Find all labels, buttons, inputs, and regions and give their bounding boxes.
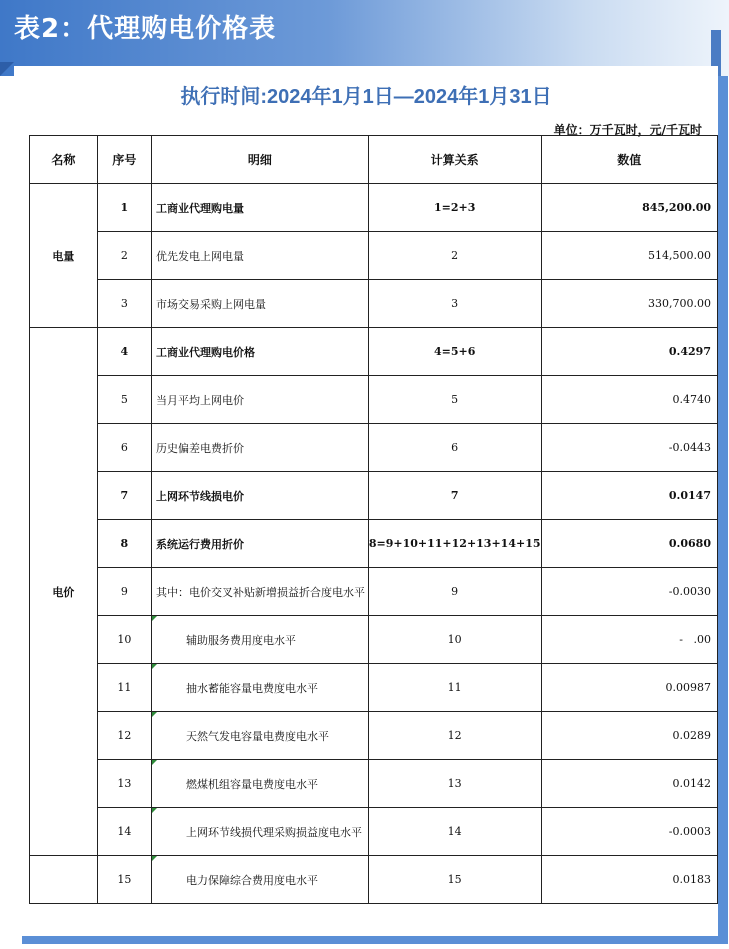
row-calc: 1=2+3 [368, 184, 541, 232]
row-calc: 10 [368, 616, 541, 664]
table-row [30, 472, 718, 520]
group-cell-empty [30, 856, 98, 904]
row-seq: 1 [97, 184, 151, 232]
row-calc: 5 [368, 376, 541, 424]
col-header-value: 数值 [541, 136, 717, 184]
page-title: 表2：代理购电价格表 [14, 14, 277, 44]
row-calc: 13 [368, 760, 541, 808]
group-cell-electricity: 电量 [30, 184, 98, 328]
table-row [30, 328, 718, 376]
row-detail: 抽水蓄能容量电费度电水平 [152, 664, 369, 712]
table-row [30, 712, 718, 760]
row-seq: 5 [97, 376, 151, 424]
row-value: 330,700.00 [541, 280, 717, 328]
row-detail: 工商业代理购电量 [152, 184, 369, 232]
row-calc: 9 [368, 568, 541, 616]
row-detail: 市场交易采购上网电量 [152, 280, 369, 328]
row-seq: 7 [97, 472, 151, 520]
col-header-name: 名称 [30, 136, 98, 184]
row-value: 0.0289 [541, 712, 717, 760]
row-value: -0.0443 [541, 424, 717, 472]
price-table-card [14, 66, 718, 936]
table-row [30, 424, 718, 472]
table-row [30, 808, 718, 856]
row-detail: 天然气发电容量电费度电水平 [152, 712, 369, 760]
row-calc: 15 [368, 856, 541, 904]
group-cell-price: 电价 [30, 328, 98, 856]
table-row [30, 760, 718, 808]
row-seq: 14 [97, 808, 151, 856]
row-value: 0.4740 [541, 376, 717, 424]
execution-period: 执行时间:2024年1月1日—2024年1月31日 [180, 86, 552, 108]
row-value: 0.0680 [541, 520, 717, 568]
row-calc: 3 [368, 280, 541, 328]
row-detail: 当月平均上网电价 [152, 376, 369, 424]
row-calc: 4=5+6 [368, 328, 541, 376]
table-row [30, 616, 718, 664]
row-value: 0.4297 [541, 328, 717, 376]
row-calc: 14 [368, 808, 541, 856]
col-header-detail: 明细 [152, 136, 369, 184]
row-value: 0.0142 [541, 760, 717, 808]
table-row [30, 664, 718, 712]
row-seq: 12 [97, 712, 151, 760]
row-detail: 上网环节线损代理采购损益度电水平 [152, 808, 369, 856]
row-value: 845,200.00 [541, 184, 717, 232]
row-value: 0.0147 [541, 472, 717, 520]
row-detail: 辅助服务费用度电水平 [152, 616, 369, 664]
col-header-seq: 序号 [97, 136, 151, 184]
row-detail: 电力保障综合费用度电水平 [152, 856, 369, 904]
row-seq: 6 [97, 424, 151, 472]
row-seq: 10 [97, 616, 151, 664]
row-detail: 上网环节线损电价 [152, 472, 369, 520]
row-calc: 8=9+10+11+12+13+14+15 [368, 520, 541, 568]
table-row [30, 376, 718, 424]
row-detail: 燃煤机组容量电费度电水平 [152, 760, 369, 808]
row-calc: 6 [368, 424, 541, 472]
row-seq: 9 [97, 568, 151, 616]
row-value: 514,500.00 [541, 232, 717, 280]
row-calc: 7 [368, 472, 541, 520]
row-calc: 11 [368, 664, 541, 712]
row-detail: 其中：电价交叉补贴新增损益折合度电水平 [152, 568, 369, 616]
table-row [30, 568, 718, 616]
table-row [30, 232, 718, 280]
row-value: -0.0030 [541, 568, 717, 616]
table-row [30, 280, 718, 328]
row-seq: 11 [97, 664, 151, 712]
row-seq: 2 [97, 232, 151, 280]
row-value: 0.00987 [541, 664, 717, 712]
row-calc: 2 [368, 232, 541, 280]
row-value: 0.0183 [541, 856, 717, 904]
row-detail: 优先发电上网电量 [152, 232, 369, 280]
row-value: - .00 [541, 616, 717, 664]
header-corner-tab [0, 62, 14, 76]
row-seq: 8 [97, 520, 151, 568]
price-table [29, 135, 718, 904]
row-value: -0.0003 [541, 808, 717, 856]
row-detail: 历史偏差电费折价 [152, 424, 369, 472]
row-seq: 13 [97, 760, 151, 808]
table-row [30, 184, 718, 232]
row-detail: 系统运行费用折价 [152, 520, 369, 568]
col-header-calc: 计算关系 [368, 136, 541, 184]
row-seq: 4 [97, 328, 151, 376]
table-row [30, 520, 718, 568]
row-seq: 3 [97, 280, 151, 328]
table-row [30, 856, 718, 904]
unit-label: 单位：万千瓦时，元/千瓦时 [553, 123, 702, 137]
row-seq: 15 [97, 856, 151, 904]
row-calc: 12 [368, 712, 541, 760]
row-detail: 工商业代理购电价格 [152, 328, 369, 376]
table-header-row [30, 136, 718, 184]
